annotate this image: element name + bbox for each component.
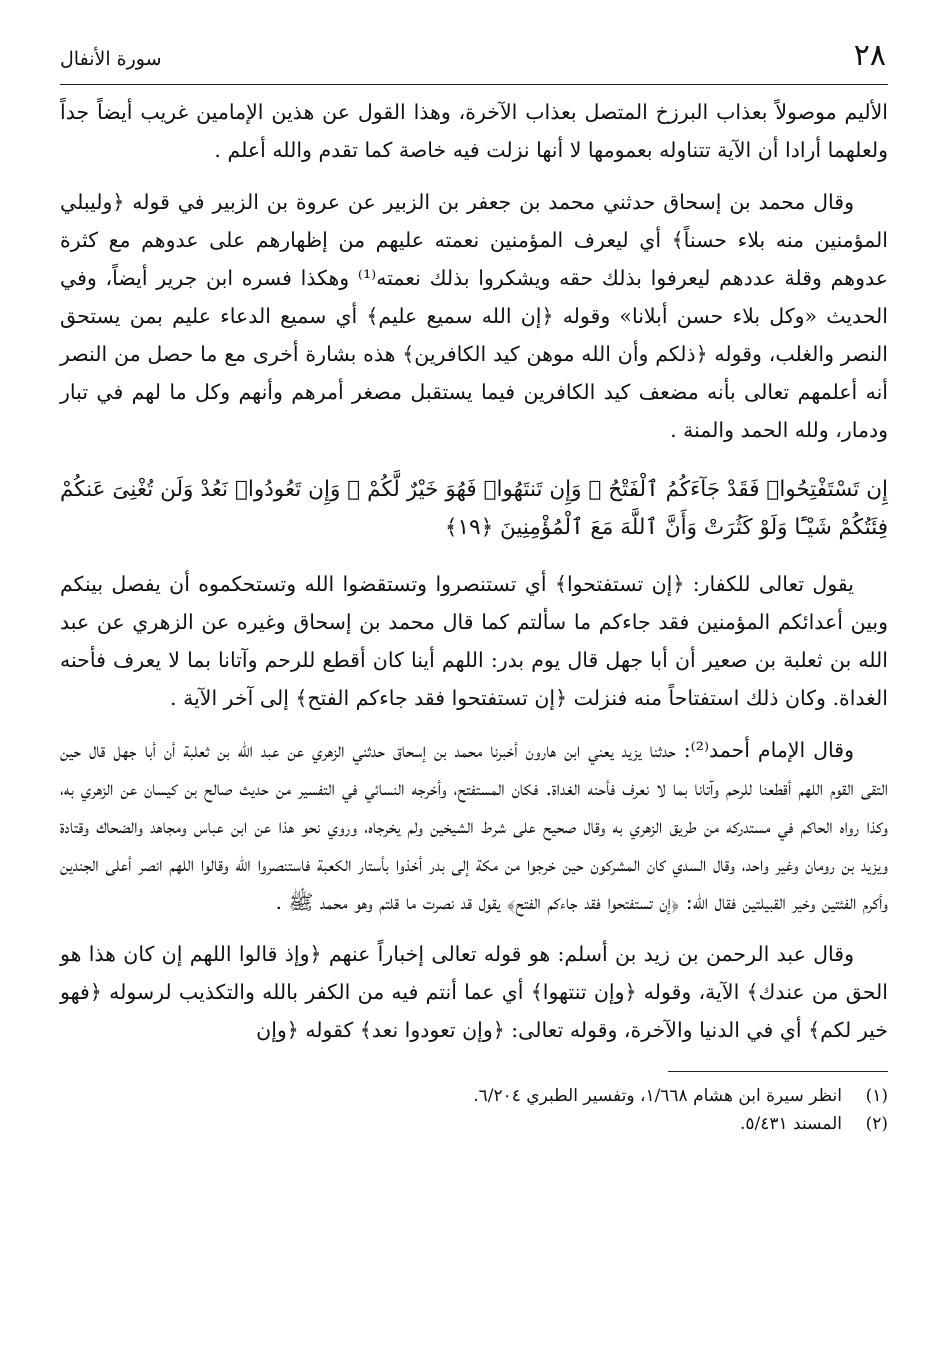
- footnote-text: انظر سيرة ابن هشام ١/٦٦٨، وتفسير الطبري ٦/٢٠٤.: [473, 1086, 842, 1106]
- page-header: [60, 40, 888, 85]
- paragraph-3: يقول تعالى للكفار: ﴿إن تستفتحوا﴾ أي تستنصروا وتستقضوا الله وتستحكموه أن يفصل بينكم وبين أعدائكم المؤمنين فقد جاءكم ما سألتم كما قال محمد بن إسحاق وغيره عن الزهري عن عبد الله بن ثعلبة بن صعير أن أبا جهل قال يوم بدر: اللهم أينا كان أقطع للرحم وآتانا بما لا يعرف فأحنه الغداة. وكان ذلك استفتاحاً منه فنزلت ﴿إن تستفتحوا فقد جاءكم الفتح﴾ إلى آخر الآية .: [60, 572, 888, 710]
- paragraph-5: وقال عبد الرحمن بن زيد بن أسلم: هو قوله تعالى إخباراً عنهم ﴿وإذ قالوا اللهم إن كان هذا هو الحق من عندك﴾ الآية، وقوله ﴿وإن تنتهوا﴾ أي عما أنتم فيه من الكفر بالله والتكذيب لرسوله ﴿فهو خير لكم﴾ أي في الدنيا والآخرة، وقوله تعالى: ﴿وإن تعودوا نعد﴾ كقوله ﴿وإن: [60, 942, 888, 1042]
- paragraph-1: الأليم موصولاً بعذاب البرزخ المتصل بعذاب الآخرة، وهذا القول عن هذين الإمامين غريب أيضاً جداً ولعلهما أرادا أن الآية تتناوله بعمومها لا أنها نزلت فيه خاصة كما تقدم والله أعلم .: [60, 100, 888, 162]
- page: [60, 40, 888, 1351]
- footnote-1: [60, 1082, 888, 1110]
- quran-verse: إِن تَسْتَفْتِحُوا۟ فَقَدْ جَآءَكُمُ ٱلْفَتْحُ ۖ وَإِن تَنتَهُوا۟ فَهُوَ خَيْرٌ لَّكُمْ ۖ وَإِن تَعُودُوا۟ نَعُدْ وَلَن تُغْنِىَ عَنكُمْ فِئَتُكُمْ شَيْـًٔا وَلَوْ كَثُرَتْ وَأَنَّ ٱللَّهَ مَعَ ٱلْمُؤْمِنِينَ ﴿١٩﴾: [60, 477, 888, 540]
- footnote-mark: (١): [865, 1086, 888, 1106]
- footnote-text: المسند ٥/٤٣١.: [739, 1114, 842, 1134]
- paragraph-4: وقال الإمام أحمد⁽²⁾: حدثنا يزيد يعني ابن هارون أخبرنا محمد بن إسحاق حدثني الزهري عن عبد الله بن ثعلبة أن أبا جهل قال حين التقى القوم اللهم أقطعنا للرحم وآتانا بما لا نعرف فأحنه الغداة. فكان المستفتح، وأخرجه النسائي في التفسير من حديث صالح بن كيسان عن الزهري به، وكذا رواه الحاكم في مستدركه من طريق الزهري به وقال صحيح على شرط الشيخين ولم يخرجاه، وروي نحو هذا عن ابن عباس ومجاهد والضحاك وقتادة ويزيد بن رومان وغير واحد، وقال السدي كان المشركون حين خرجوا من مكة إلى بدر أخذوا بأستار الكعبة فاستنصروا الله وقالوا اللهم انصر أعلى الجندين وأكرم الفئتين وخير القبيلتين فقال الله: ﴿إن تستفتحوا فقد جاءكم الفتح﴾ يقول قد نصرت ما قلتم وهو محمد ﷺ .: [60, 738, 888, 914]
- paragraph-2: وقال محمد بن إسحاق حدثني محمد بن جعفر بن الزبير عن عروة بن الزبير في قوله ﴿وليبلي المؤمنين منه بلاء حسناً﴾ أي ليعرف المؤمنين نعمته عليهم من إظهارهم على عدوهم مع كثرة عدوهم وقلة عددهم ليعرفوا بذلك حقه ويشكروا بذلك نعمته⁽¹⁾ وهكذا فسره ابن جرير أيضاً، وفي الحديث «وكل بلاء حسن أبلانا» وقوله ﴿إن الله سميع عليم﴾ أي سميع الدعاء عليم بمن يستحق النصر والغلب، وقوله ﴿ذلكم وأن الله موهن كيد الكافرين﴾ هذه بشارة أخرى مع ما حصل من النصر أنه أعلمهم تعالى بأنه مضعف كيد الكافرين فيما يستقبل مصغر أمرهم وأنهم وكل ما لهم في تبار ودمار، ولله الحمد والمنة .: [60, 190, 889, 442]
- footnote-separator: [668, 1071, 888, 1072]
- footnotes: [60, 1082, 888, 1138]
- footnote-mark: (٢): [865, 1114, 888, 1134]
- main-text: [60, 93, 888, 1049]
- page-number: ٢٨: [853, 38, 886, 73]
- surah-title: سورة الأنفال: [60, 48, 162, 70]
- footnote-2: [60, 1110, 888, 1138]
